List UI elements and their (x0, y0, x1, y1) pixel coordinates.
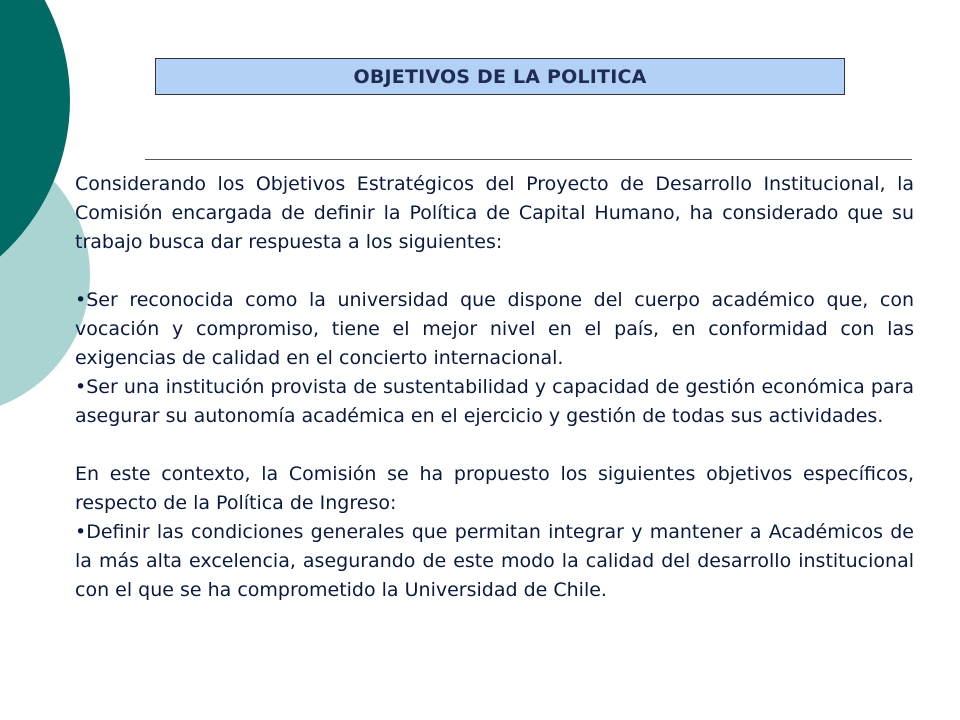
intro-paragraph: Considerando los Objetivos Estratégicos del Proyecto de Desarrollo Institucional, la Comisión encargada de definir la Política de Capital Humano, ha considerado que su trabajo busca dar respuesta a los siguientes: (75, 173, 914, 253)
bullet-item: •Ser una institución provista de sustentabilidad y capacidad de gestión económica para asegurar su autonomía académica en el ejercicio y gestión de todas sus actividades. (75, 376, 914, 427)
bullet-item: •Ser reconocida como la universidad que dispone del cuerpo académico que, con vocación y compromiso, tiene el mejor nivel en el país, en conformidad con las exigencias de calidad en el concierto internacional. (75, 289, 914, 369)
body-content (75, 170, 914, 605)
paragraph-spacer (75, 257, 914, 286)
divider-line (145, 159, 912, 160)
bullet-item: •Definir las condiciones generales que permitan integrar y mantener a Académicos de la más alta excelencia, asegurando de este modo la calidad del desarrollo institucional con el que se ha comprometido la Universidad de Chile. (75, 521, 914, 601)
paragraph-spacer (75, 431, 914, 460)
title-box (155, 58, 845, 95)
context-paragraph: En este contexto, la Comisión se ha propuesto los siguientes objetivos específicos, respecto de la Política de Ingreso: (75, 463, 914, 514)
page-title: OBJETIVOS DE LA POLITICA (353, 65, 647, 88)
